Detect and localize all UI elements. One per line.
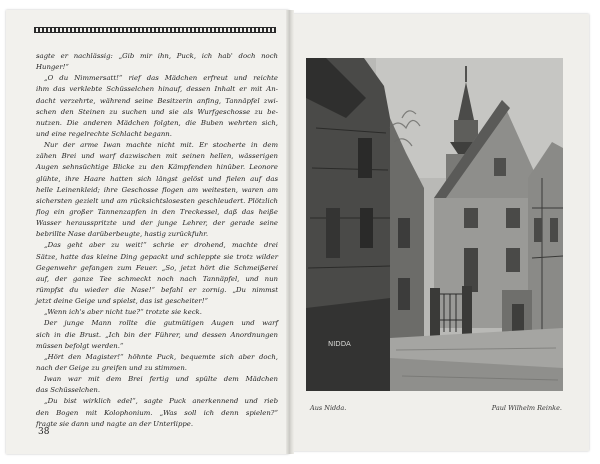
text-line: „O du Nimmersatt!“ rief das Mädchen erfreut und reichte: [44, 74, 278, 83]
text-line: sich in die Brust. „Ich bin der Führer, und dessen Anordnungen: [36, 330, 278, 339]
text-line: zähen Brei und warf dazwischen mit seinen hellen, wässerigen: [36, 152, 278, 161]
text-line: nach der Geige zu greifen und zu stimmen.: [36, 363, 187, 372]
caption-artist: Paul Wilhelm Reinke.: [491, 404, 562, 412]
text-line: Gegenwehr gefangen zum Feuer. „So, jetzt hört die Schmeißerei: [36, 263, 278, 272]
text-line: sichersten gezielt und am rücksichtslosesten geschleudert. Plötzlich: [36, 196, 278, 205]
text-line: bebrillte Nase darüberbeugte, hastig zurückfuhr.: [36, 230, 209, 239]
text-line: und eine regelrechte Schlacht begann.: [36, 129, 172, 138]
text-line: „Hört den Magister!“ höhnte Puck, bequemte sich aber doch,: [44, 352, 278, 361]
nidda-drawing: [306, 58, 563, 391]
text-line: müssen befolgt werden.“: [36, 341, 124, 350]
text-line: ihm das verklebte Schüsselchen hinauf, dessen Inhalt er mit An-: [36, 85, 278, 94]
text-line: flog ein großer Tannenzapfen in den Treckessel, daß das heiße: [36, 207, 278, 216]
text-line: nutzen. Die anderen Mädchen folgten, die Buben wehrten sich,: [36, 118, 278, 127]
text-line: „Das geht aber zu weit!“ schrie er drohend, machte drei: [44, 241, 278, 250]
book-gutter: [286, 10, 294, 454]
text-line: Sätze, hatte das kleine Ding gepackt und schleppte sie trotz wilder: [36, 252, 278, 261]
text-line: Augen sehnsüchtige Blicke zu den Kämpfenden hinüber. Leonore: [36, 163, 278, 172]
text-line: den Bogen mit Kolophonium. „Was soll ich denn spielen?“: [36, 408, 278, 417]
text-line: auf, der ganze Tee schmeckt noch nach Tannäpfel, und nun: [36, 274, 278, 283]
text-line: Der junge Mann rollte die gutmütigen Augen und warf: [44, 319, 278, 328]
caption-title: Aus Nidda.: [310, 404, 347, 412]
body-text: [36, 51, 278, 430]
text-line: Hunger!“: [36, 63, 69, 72]
text-line: rümpfst du wieder die Nase!“ befahl er zornig. „Du nimmst: [36, 285, 278, 294]
header-ornament: [34, 27, 276, 33]
text-line: fragte sie dann und nagte an der Unterlippe.: [36, 419, 194, 428]
text-line: schen den Steinen zu suchen und sie als Wurfgeschosse zu be-: [36, 107, 278, 116]
text-line: „Wenn ich's aber nicht tue?“ trotzte sie keck.: [44, 308, 202, 317]
text-line: Wasser herausspritzte und der junge Lehrer, der gerade seine: [36, 219, 278, 228]
text-line: das Schüsselchen.: [36, 386, 101, 395]
text-line: sagte er nachlässig: „Gib mir ihn, Puck, ich hab' doch noch: [36, 52, 278, 60]
text-line: dacht verzehrte, während seine Besitzerin anfing, Tannäpfel zwi-: [36, 96, 278, 105]
drawing-inscription: NIDDA: [328, 340, 351, 348]
text-line: glühte, ihre Haare hatten sich längst gelöst und fielen auf das: [36, 174, 278, 183]
text-line: helle Leinenkleid; ihre Geschosse flogen am weitesten, waren am: [36, 185, 278, 194]
text-line: jetzt deine Geige und spielst, das ist gescheiter!“: [36, 297, 209, 306]
text-line: Nur der arme Iwan machte nicht mit. Er stocherte in dem: [44, 141, 278, 150]
text-line: Iwan war mit dem Brei fertig und spülte dem Mädchen: [44, 375, 278, 384]
page-number: 38: [38, 427, 50, 437]
text-line: „Du bist wirklich edel“, sagte Puck anerkennend und rieb: [44, 397, 278, 406]
